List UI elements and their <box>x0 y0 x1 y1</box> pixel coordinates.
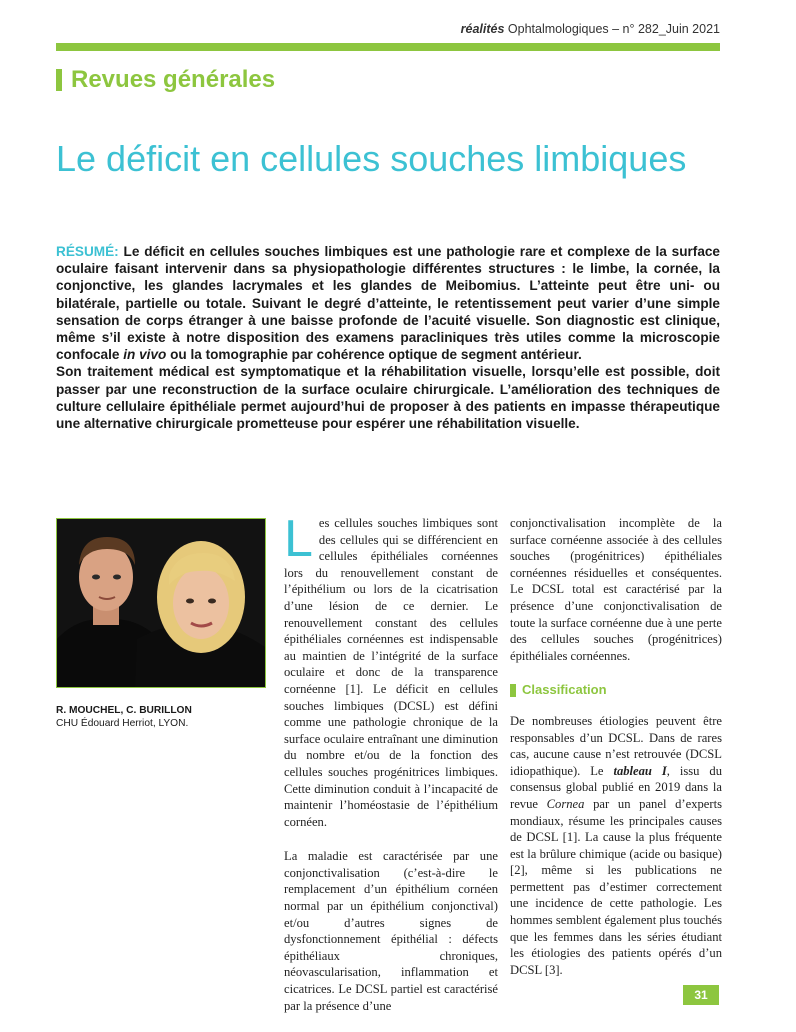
journal-issue: Ophtalmologiques – n° 282_Juin 2021 <box>507 22 720 36</box>
author-affiliation: CHU Édouard Herriot, LYON. <box>56 718 189 729</box>
abstract-italic: in vivo <box>123 347 167 363</box>
page-number: 31 <box>683 985 719 1005</box>
abstract-paragraph-1 <box>56 243 720 363</box>
abstract-text-a: Le déficit en cellules souches limbiques est une pathologie rare et complexe de la surface oculaire faisant intervenir dans sa physiopathologie différentes structures : le limbe, la cornée, la conjonctive, les glandes lacrymales et les glandes de Meibomius. L’atteinte peut être uni- ou bilatérale, partielle ou totale. Suivant le degré d’atteinte, le retentissement peut varier d’une simple sensation de corps étranger à une baisse profonde de l’acuité visuelle. Son diagnostic est clinique, même s’il existe à notre disposition des examens paracliniques très utiles comme la microscopie confocale <box>56 244 720 363</box>
abstract-paragraph-2: Son traitement médical est symptomatique et la réhabilitation visuelle, lorsqu’elle est possible, doit passer par une reconstruction de la surface oculaire chirurgicale. L’amélioration des techniques de culture cellulaire épithéliale permet aujourd’hui de proposer à des patients en impasse thérapeutique une alternative chirurgicale prometteuse pour espérer une réhabilitation visuelle. <box>56 364 720 432</box>
abstract <box>56 243 720 432</box>
table-reference: tableau I <box>613 763 667 778</box>
section-label: Revues générales <box>71 66 276 93</box>
body-column-2 <box>510 515 722 996</box>
subsection-label: Classification <box>522 682 607 698</box>
abstract-text-b: ou la tomographie par cohérence optique de segment antérieur. <box>170 347 582 363</box>
body-paragraph: conjonctivalisation incomplète de la surface cornéenne associée à des cellules souches (progénitrices) épithéliales cornéennes résiduelles et conséquentes. Le DCSL total est caractérisé par la présence d’une conjonctivalisation de toute la surface cornéenne due à une perte des cellules souches (progénitrices) épithéliales cornéennes. <box>510 516 722 663</box>
abstract-keyword: RÉSUMÉ: <box>56 244 119 259</box>
authors-block <box>56 705 192 729</box>
subsection-heading <box>510 682 722 699</box>
article-title: Le déficit en cellules souches limbiques <box>56 138 687 179</box>
section-heading <box>56 66 275 94</box>
journal-reference: Cornea <box>546 796 585 811</box>
author-names: R. MOUCHEL, C. BURILLON <box>56 705 192 716</box>
header-rule <box>56 43 720 51</box>
body-text: es cellules souches limbiques sont des cellules qui se différencient en cellules épithéliales cornéennes lors du renouvellement constant de l’épithélium ou lors de la cicatrisation d’une lésion de ce dernier. Le renouvellement constant des cellules épithéliales cornéennes est indispensable au maintien de l’intégrité de la surface oculaire et donc de la transparence cornéenne [1]. Le déficit en cellules souches limbiques (DCSL) est défini comme une pathologie chronique de la surface oculaire entraînant une diminution du nombre et/ou de la fonction des cellules souches progénitrices limbiques. Cette diminution conduit à l’incapacité de maintenir l’homéostasie de l’épithélium cornéen. <box>284 516 498 829</box>
authors-photo-illustration <box>57 519 265 687</box>
section-marker <box>56 69 62 91</box>
running-header <box>461 22 720 36</box>
authors-photo <box>56 518 266 688</box>
body-paragraph: La maladie est caractérisée par une conjonctivalisation (c’est-à-dire le remplacement d’un épithélium cornéen normal par un épithélium conjonctival) et/ou d’autres signes de dysfonctionnement épithélial : défects épithéliaux chroniques, néovascularisation, inflammation et cicatrices. Le DCSL partiel est caractérisé par la présence d’une <box>284 849 498 1013</box>
subsection-marker <box>510 684 516 697</box>
body-column-1 <box>284 510 498 1032</box>
body-text: par un panel d’experts mondiaux, résume les principales causes de DCSL [1]. La cause la plus fréquente est la brûlure chimique (acide ou basique) [2], même si les publications ne permettent pas d’estimer correctement une incidence de cette pathologie. Les hommes semblent également plus touchés que les femmes dans les séries étudiant les étiologies des patients opérés d’un DCSL [3]. <box>510 796 722 977</box>
drop-cap: L <box>284 510 313 568</box>
body-paragraph <box>510 713 722 979</box>
body-text: De nombreuses étiologies peuvent être responsables d’un DCSL. Dans de rares cas, aucune cause n’est retrouvée (DCSL idiopathique). Le <box>510 713 722 778</box>
body-paragraph <box>284 510 498 830</box>
body-text: , issu du consensus global publié en 2019 dans la revue <box>510 763 722 811</box>
journal-brand: réalités <box>460 22 505 36</box>
